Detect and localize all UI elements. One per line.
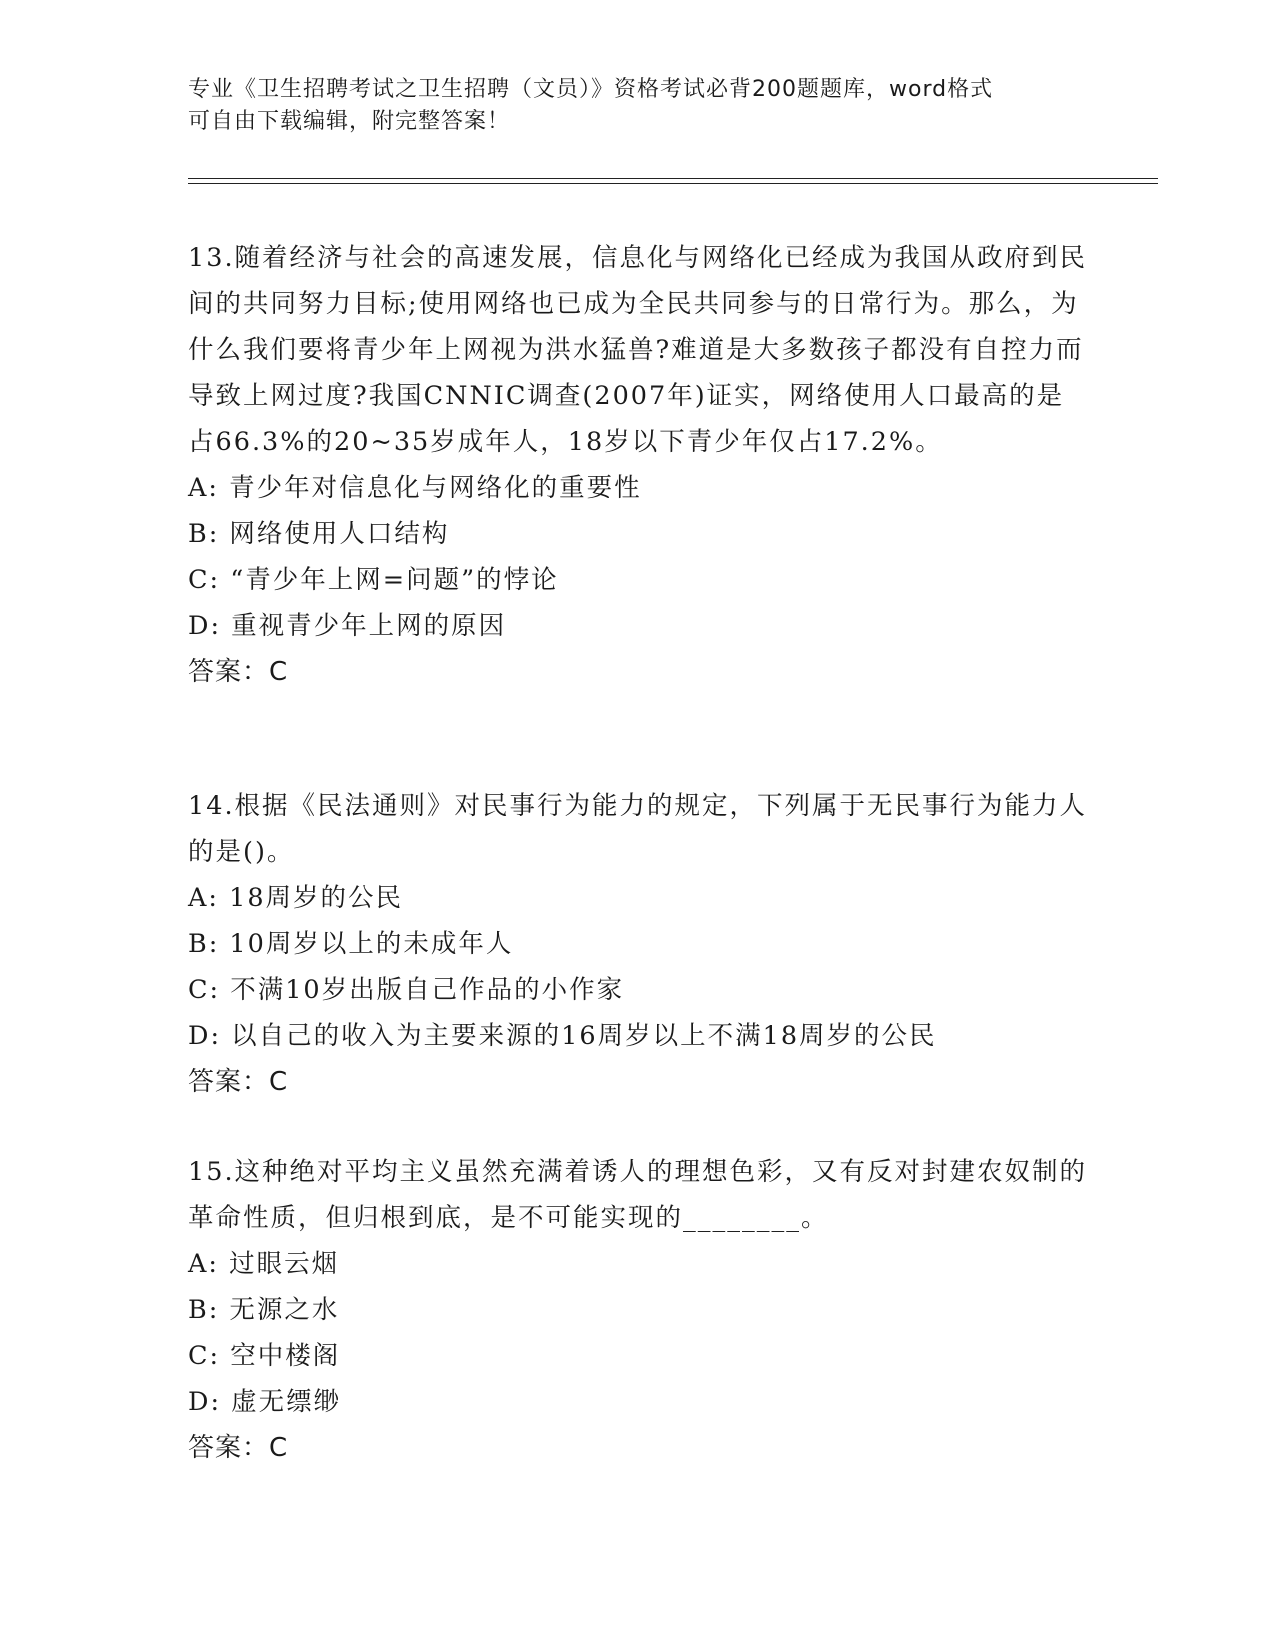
option-c: C: 空中楼阁 [188,1341,341,1371]
option-b: B: 10周岁以上的未成年人 [188,929,514,959]
option-d: D: 以自己的收入为主要来源的16周岁以上不满18周岁的公民 [188,1021,937,1051]
header-line-1: 专业《卫生招聘考试之卫生招聘（文员）》资格考试必背200题题库，word格式 [188,77,994,102]
option-a: A: 青少年对信息化与网络化的重要性 [188,473,642,503]
question-stem: 13.随着经济与社会的高速发展，信息化与网络化已经成为我国从政府到民间的共同努力目标;使用网络也已成为全民共同参与的日常行为。那么，为什么我们要将青少年上网视为洪水猛兽?难道是大多数孩子都没有自控力而导致上网过度?我国CNNIC调查(2007年)证实，网络使用人口最高的是占66.3%的20~35岁成年人，18岁以下青少年仅占17.2%。 [188,243,1088,457]
answer-text: 答案：C [188,1433,289,1463]
option-c: C: 不满10岁出版自己作品的小作家 [188,975,625,1005]
header-divider-top [188,178,1158,179]
question-15 [188,1149,1088,1471]
question-stem: 15.这种绝对平均主义虽然充满着诱人的理想色彩，又有反对封建农奴制的革命性质，但归根到底，是不可能实现的________。 [188,1157,1088,1233]
header-divider-bottom [188,183,1158,184]
option-b: B: 无源之水 [188,1295,340,1325]
option-d: D: 重视青少年上网的原因 [188,611,507,641]
header-line-2: 可自由下载编辑，附完整答案！ [188,109,511,134]
option-a: A: 过眼云烟 [188,1249,340,1279]
question-stem: 14.根据《民法通则》对民事行为能力的规定，下列属于无民事行为能力人的是()。 [188,791,1088,867]
option-d: D: 虚无缥缈 [188,1387,342,1417]
question-13 [188,235,1088,695]
answer-text: 答案：C [188,1067,289,1097]
option-a: A: 18周岁的公民 [188,883,404,913]
option-c: C: “青少年上网=问题”的悖论 [188,565,559,595]
answer-text: 答案：C [188,657,289,687]
document-header [188,74,1088,138]
option-b: B: 网络使用人口结构 [188,519,450,549]
question-14 [188,783,1088,1105]
